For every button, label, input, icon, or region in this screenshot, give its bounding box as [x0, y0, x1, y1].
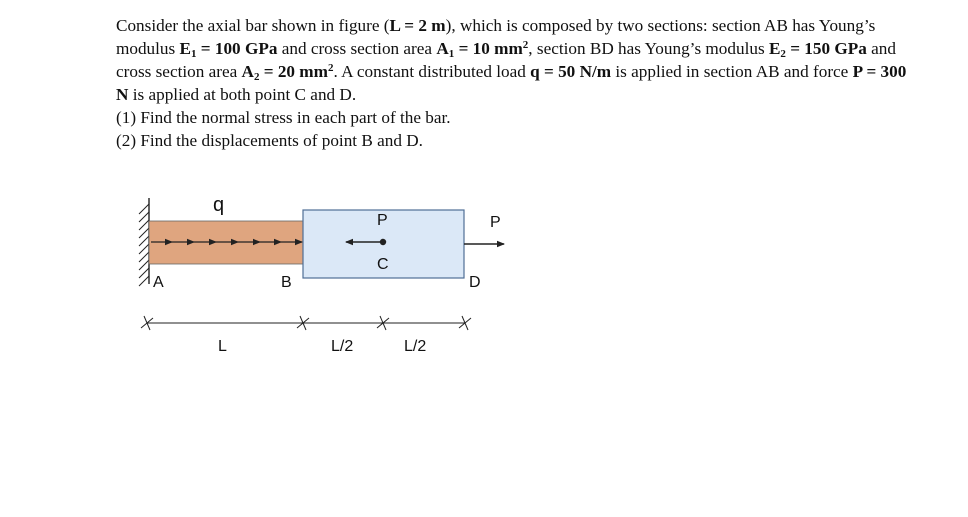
question-1: (1) Find the normal stress in each part of the bar.: [116, 108, 451, 127]
dimension-bc-label: L/2: [331, 338, 354, 355]
area-a2: $A_2 = 20$ $mm^2$: [241, 62, 334, 83]
dimension-line: [141, 316, 471, 330]
force-d-label: P: [490, 214, 501, 231]
force-value: P = 300 N: [116, 62, 907, 104]
area-a1: $A_1 = 10$ $mm^2$: [436, 39, 529, 60]
fixed-wall-support: [139, 198, 149, 286]
dimension-cd-label: L/2: [404, 338, 427, 355]
point-b-label: B: [281, 274, 292, 291]
modulus-e1: $E_1 = 100$ GPa: [179, 39, 278, 60]
point-a-label: A: [153, 274, 164, 291]
force-c-label: P: [377, 212, 388, 229]
length-value: L = 2 m: [389, 16, 446, 35]
modulus-e2: $E_2 = 150$ GPa: [768, 39, 867, 60]
point-d-label: D: [469, 274, 481, 291]
question-2: (2) Find the displacements of point B and D.: [116, 131, 423, 150]
point-c-dot: [380, 239, 386, 245]
dimension-ab-label: L: [218, 338, 227, 355]
distributed-load-label: q: [213, 194, 225, 216]
distributed-load-value: q = 50 N/m: [530, 62, 612, 81]
problem-text: Consider the axial bar shown in figure (L = 2 m), which is composed by two sections: section AB has Young’s modulus $E_1 = 100$ GPa and cross section area $A_1 = 10$ $mm^2$, section BD has Young’s modulus $E_2 = 150$ GPa and cross section area $A_2 = 20$ $mm^2$. A constant distributed load q = 50 N/m is applied in section AB and force P = 300 N is applied at both point C and D.: [116, 16, 907, 104]
point-c-label: C: [377, 256, 389, 273]
